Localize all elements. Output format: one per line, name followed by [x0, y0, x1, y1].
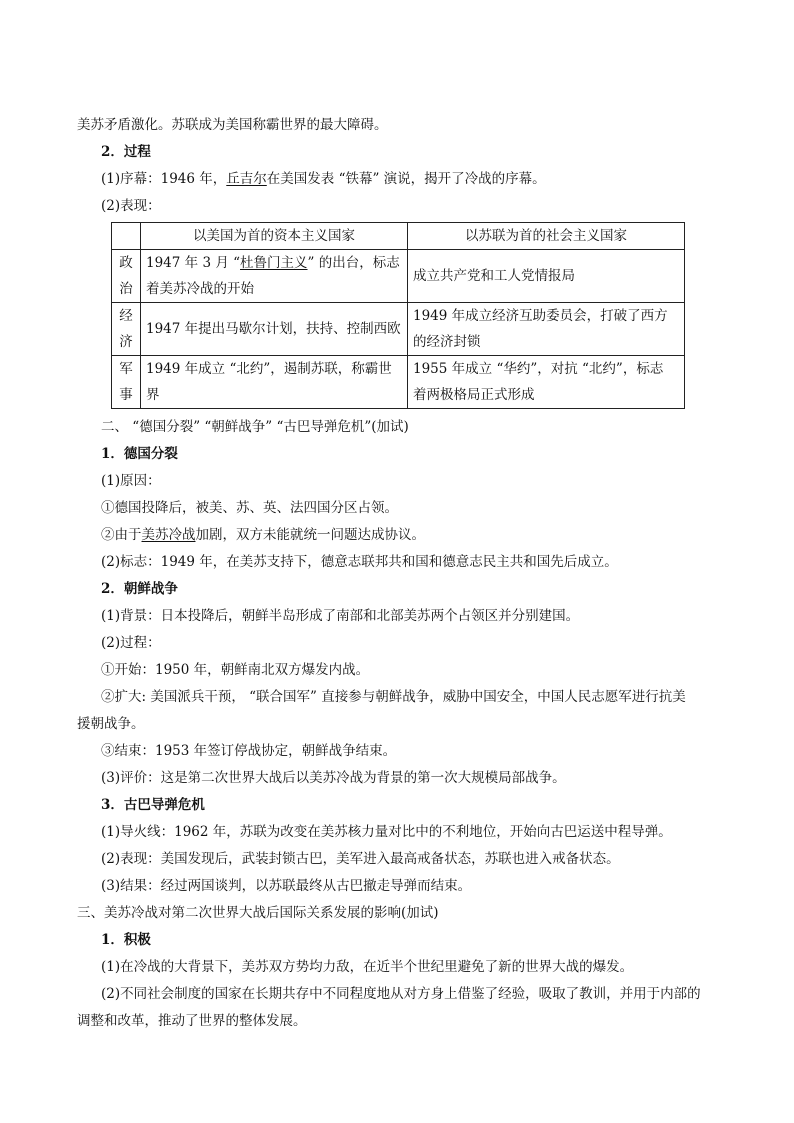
paragraph — [101, 526, 425, 544]
paragraph: ①德国投降后，被美、苏、英、法四国分区占领。 — [101, 500, 398, 516]
table-cell-category — [112, 303, 141, 356]
category-economy: 经济 — [119, 308, 133, 350]
cell-text: ” 的出台，标志着美苏冷战的开始 — [146, 255, 400, 297]
paragraph-continuation: 美苏矛盾激化。苏联成为美国称霸世界的最大障碍。 — [77, 117, 388, 133]
truman-doctrine-underlined: 杜鲁门主义 — [240, 255, 308, 271]
paragraph: (1)在冷战的大背景下，美苏双方势均力敌，在近半个世纪里避免了新的世界大战的爆发。 — [101, 959, 634, 975]
paragraph: (2)标志：1949 年，在美苏支持下，德意志联邦共和国和德意志民主共和国先后成立。 — [101, 554, 618, 570]
table-row — [112, 356, 685, 409]
paragraph: ①开始：1950 年，朝鲜南北双方爆发内战。 — [101, 662, 370, 678]
paragraph: (2)表现：美国发现后，武装封锁古巴，美军进入最高戒备状态，苏联也进入戒备状态。 — [101, 851, 620, 867]
table-header-ussr: 以苏联为首的社会主义国家 — [408, 223, 685, 250]
category-politics: 政治 — [119, 255, 133, 297]
cell-line: 1949 年成立 “北约”，遏制苏联，称霸世 — [146, 361, 392, 377]
prelude-text-start: (1)序幕：1946 年， — [101, 171, 227, 187]
paragraph-prelude — [101, 170, 546, 188]
category-military: 军事 — [119, 361, 133, 403]
text: 加剧，双方未能就统一问题达成协议。 — [195, 527, 425, 543]
paragraph: (1)导火线：1962 年，苏联为改变在美苏核力量对比中的不利地位，开始向古巴运送中程导弹。 — [101, 824, 672, 840]
table-cell-us: 1947 年提出马歇尔计划，扶持、控制西欧 — [141, 303, 408, 356]
paragraph: (2)过程： — [101, 635, 161, 651]
cell-line: 1949 年成立经济互助委员会，打破了西方 — [413, 308, 668, 324]
paragraph: ③结束：1953 年签订停战协定，朝鲜战争结束。 — [101, 743, 397, 759]
heading-korean-war: 2．朝鲜战争 — [101, 581, 178, 597]
table-cell-ussr: 成立共产党和工人党情报局 — [408, 250, 685, 303]
paragraph-manifestation-label: (2)表现： — [101, 198, 161, 214]
table-cell-category — [112, 250, 141, 303]
table-header-empty — [112, 223, 141, 250]
cell-line: 的经济封锁 — [413, 334, 481, 350]
table-cell-us — [141, 250, 408, 303]
table-header-row — [112, 223, 685, 250]
comparison-table — [111, 222, 685, 409]
cell-line: 着两极格局正式形成 — [413, 387, 535, 403]
table-cell-us — [141, 356, 408, 409]
table-row — [112, 303, 685, 356]
heading-positive: 1．积极 — [101, 932, 151, 948]
paragraph: 援朝战争。 — [77, 716, 145, 732]
table-cell-category — [112, 356, 141, 409]
churchill-underlined: 丘吉尔 — [226, 171, 267, 187]
section-heading-3: 三、美苏冷战对第二次世界大战后国际关系发展的影响(加试) — [77, 905, 439, 921]
cell-line: 界 — [146, 387, 160, 403]
paragraph: (1)背景：日本投降后，朝鲜半岛形成了南部和北部美苏两个占领区并分别建国。 — [101, 608, 580, 624]
section-heading-2: 二、 “德国分裂” “朝鲜战争” “古巴导弹危机”(加试) — [101, 419, 409, 435]
prelude-text-end: 在美国发表 “铁幕” 演说，揭开了冷战的序幕。 — [266, 171, 546, 187]
cell-line: 1955 年成立 “华约”，对抗 “北约”，标志 — [413, 361, 664, 377]
table-row — [112, 250, 685, 303]
section-heading-process: 2．过程 — [101, 144, 151, 160]
cell-text: 1947 年 3 月 “ — [146, 255, 241, 271]
table-cell-ussr — [408, 303, 685, 356]
table-cell-ussr — [408, 356, 685, 409]
table-header-us: 以美国为首的资本主义国家 — [141, 223, 408, 250]
cold-war-underlined: 美苏冷战 — [141, 527, 196, 543]
heading-germany-division: 1．德国分裂 — [101, 446, 178, 462]
paragraph: (3)结果：经过两国谈判，以苏联最终从古巴撤走导弹而结束。 — [101, 878, 472, 894]
paragraph: (2)不同社会制度的国家在长期共存中不同程度地从对方身上借鉴了经验，吸取了教训，并用于内部的 — [101, 986, 701, 1002]
paragraph: ②扩大: 美国派兵干预， “联合国军” 直接参与朝鲜战争，威胁中国安全，中国人民志愿军进行抗美 — [101, 689, 686, 705]
text: ②由于 — [101, 527, 142, 543]
paragraph: 调整和改革，推动了世界的整体发展。 — [77, 1013, 307, 1029]
paragraph: (3)评价：这是第二次世界大战后以美苏冷战为背景的第一次大规模局部战争。 — [101, 770, 566, 786]
heading-cuban-missile-crisis: 3．古巴导弹危机 — [101, 797, 205, 813]
paragraph: (1)原因： — [101, 473, 161, 489]
